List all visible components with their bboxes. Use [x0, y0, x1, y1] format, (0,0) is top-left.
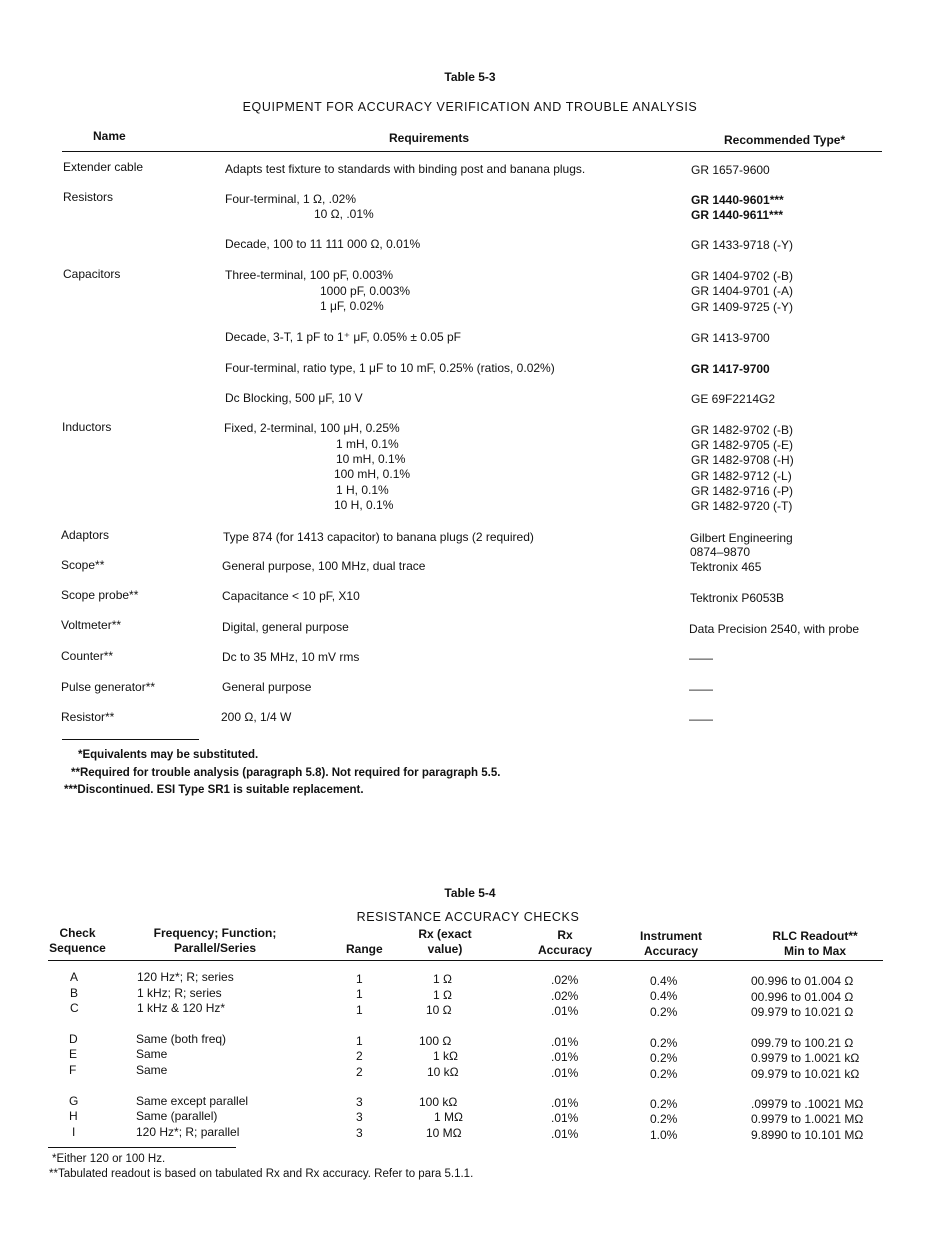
row-type: GE 69F2214G2	[691, 392, 776, 406]
row-type: Data Precision 2540, with probe	[689, 622, 860, 636]
cell-seq: D	[69, 1032, 78, 1046]
row-type: GR 1482-9720 (-T)	[691, 499, 793, 513]
cell-seq: E	[69, 1047, 78, 1061]
row-type: ——	[689, 712, 713, 726]
row-type: GR 1482-9708 (-H)	[691, 453, 794, 467]
header-rx-accuracy	[525, 928, 605, 959]
cell-rx: 1 Ω	[433, 972, 452, 986]
row-requirement: Three-terminal, 100 pF, 0.003%	[225, 268, 394, 282]
cell-seq: G	[69, 1094, 79, 1108]
row-type: GR 1440-9601***	[691, 193, 784, 207]
cell-instrument-accuracy: 0.2%	[650, 1067, 678, 1081]
cell-rx: 1 MΩ	[434, 1110, 463, 1124]
cell-instrument-accuracy: 0.2%	[650, 1005, 678, 1019]
header-name: Name	[93, 129, 126, 143]
cell-instrument-accuracy: 0.2%	[650, 1036, 678, 1050]
row-name: Counter**	[61, 649, 114, 663]
cell-range: 1	[356, 972, 363, 986]
row-type: Tektronix P6053B	[690, 591, 785, 605]
header-range: Range	[346, 942, 383, 956]
row-type: GR 1482-9712 (-L)	[691, 469, 792, 483]
row-name: Resistors	[63, 190, 114, 204]
header-line: RLC Readout**	[772, 929, 858, 943]
row-name: Resistor**	[61, 710, 115, 724]
cell-range: 1	[356, 1034, 363, 1048]
row-requirement: Capacitance < 10 pF, X10	[222, 589, 360, 603]
cell-rx-accuracy: .01%	[551, 1066, 579, 1080]
header-requirements: Requirements	[389, 131, 470, 145]
header-instrument-accuracy	[626, 929, 716, 960]
cell-freq: 1 kHz & 120 Hz*	[137, 1001, 226, 1015]
cell-instrument-accuracy: 0.2%	[650, 1112, 678, 1126]
cell-seq: C	[70, 1001, 79, 1015]
cell-seq: F	[69, 1063, 77, 1077]
row-type: GR 1433-9718 (-Y)	[691, 238, 794, 252]
row-type: GR 1409-9725 (-Y)	[691, 300, 794, 314]
cell-instrument-accuracy: 0.4%	[650, 989, 678, 1003]
row-name: Scope probe**	[61, 588, 139, 602]
cell-seq: H	[69, 1109, 78, 1123]
row-name: Inductors	[62, 420, 112, 434]
table-number: Table 5-4	[444, 886, 496, 900]
row-type: GR 1482-9716 (-P)	[691, 484, 794, 498]
cell-freq: Same (parallel)	[136, 1109, 218, 1123]
row-type: GR 1413-9700	[691, 331, 770, 345]
cell-readout: 9.8990 to 10.101 MΩ	[751, 1128, 864, 1142]
row-requirement: General purpose	[222, 680, 312, 694]
row-type: GR 1482-9705 (-E)	[691, 438, 794, 452]
cell-readout: 099.79 to 100.21 Ω	[751, 1036, 854, 1050]
cell-seq: I	[72, 1125, 76, 1139]
row-requirement: 1000 pF, 0.003%	[320, 284, 411, 298]
cell-seq: A	[70, 970, 79, 984]
row-type: Tektronix 465	[690, 560, 762, 574]
cell-readout: 00.996 to 01.004 Ω	[751, 990, 854, 1004]
row-requirement: Fixed, 2-terminal, 100 μH, 0.25%	[224, 421, 400, 435]
table-title: RESISTANCE ACCURACY CHECKS	[356, 910, 580, 924]
cell-rx: 100 Ω	[419, 1034, 452, 1048]
cell-rx-accuracy: .01%	[551, 1096, 579, 1110]
footnote: *Either 120 or 100 Hz.	[52, 1153, 166, 1165]
row-requirement: 1 H, 0.1%	[336, 483, 389, 497]
row-type: GR 1482-9702 (-B)	[691, 423, 794, 437]
cell-rx: 10 Ω	[426, 1003, 452, 1017]
cell-instrument-accuracy: 1.0%	[650, 1128, 678, 1142]
cell-freq: 120 Hz*; R; series	[137, 970, 234, 984]
row-requirement: Decade, 100 to 11 111 000 Ω, 0.01%	[225, 237, 421, 251]
cell-freq: Same except parallel	[136, 1094, 249, 1108]
footnote-rule	[48, 1147, 236, 1148]
cell-freq: Same	[136, 1063, 168, 1077]
row-requirement: Four-terminal, 1 Ω, .02%	[225, 192, 357, 206]
cell-freq: Same (both freq)	[136, 1032, 227, 1046]
header-rule	[62, 151, 882, 152]
cell-range: 2	[356, 1049, 363, 1063]
row-requirement: Decade, 3-T, 1 pF to 1⁺ μF, 0.05% ± 0.05 pF	[225, 330, 461, 344]
header-line: Accuracy	[537, 943, 593, 958]
row-type: GR 1404-9701 (-A)	[691, 284, 794, 298]
footnote: **Tabulated readout is based on tabulated Rx and Rx accuracy. Refer to para 5.1.1.	[49, 1168, 474, 1180]
row-type: GR 1440-9611***	[691, 208, 784, 222]
row-requirement: General purpose, 100 MHz, dual trace	[222, 559, 426, 573]
cell-freq: 1 kHz; R; series	[137, 986, 222, 1000]
table-number: Table 5-3	[444, 70, 496, 84]
row-type: GR 1404-9702 (-B)	[691, 269, 794, 283]
row-name: Pulse generator**	[61, 680, 156, 694]
row-requirement: 10 Ω, .01%	[314, 207, 374, 221]
header-frequency	[140, 926, 290, 957]
cell-rx-accuracy: .02%	[551, 989, 579, 1003]
row-requirement: Digital, general purpose	[222, 620, 349, 634]
footnote-rule	[62, 739, 199, 740]
row-requirement: Dc to 35 MHz, 10 mV rms	[222, 650, 360, 664]
cell-instrument-accuracy: 0.2%	[650, 1097, 678, 1111]
cell-rx-accuracy: .01%	[551, 1035, 579, 1049]
cell-readout: 0.9979 to 1.0021 kΩ	[751, 1051, 860, 1065]
cell-range: 1	[356, 1003, 363, 1017]
header-line: Instrument	[639, 929, 702, 943]
footnote: **Required for trouble analysis (paragraph 5.8). Not required for paragraph 5.5.	[71, 767, 501, 779]
row-requirement: Four-terminal, ratio type, 1 μF to 10 mF, 0.25% (ratios, 0.02%)	[225, 361, 555, 375]
row-name: Capacitors	[63, 267, 121, 281]
cell-rx: 10 MΩ	[426, 1126, 462, 1140]
cell-readout: 09.979 to 10.021 kΩ	[751, 1067, 860, 1081]
cell-rx-accuracy: .02%	[551, 973, 579, 987]
cell-readout: .09979 to .10021 MΩ	[751, 1097, 864, 1111]
cell-seq: B	[70, 986, 79, 1000]
header-rule	[48, 960, 883, 961]
row-name: Voltmeter**	[61, 618, 122, 632]
row-requirement: 100 mH, 0.1%	[334, 467, 411, 481]
row-type: GR 1657-9600	[691, 163, 770, 177]
cell-range: 2	[356, 1065, 363, 1079]
cell-rx: 10 kΩ	[427, 1065, 459, 1079]
row-name: Scope**	[61, 558, 105, 572]
header-line: Sequence	[49, 941, 106, 956]
header-line: Check	[59, 926, 96, 940]
row-requirement: Type 874 (for 1413 capacitor) to banana plugs (2 required)	[223, 530, 534, 544]
table-title: EQUIPMENT FOR ACCURACY VERIFICATION AND TROUBLE ANALYSIS	[242, 100, 698, 114]
header-rlc-readout	[745, 929, 885, 960]
cell-readout: 09.979 to 10.021 Ω	[751, 1005, 854, 1019]
cell-instrument-accuracy: 0.4%	[650, 974, 678, 988]
header-recommended-type: Recommended Type*	[724, 133, 846, 147]
footnote: *Equivalents may be substituted.	[78, 749, 259, 761]
header-rx	[405, 927, 485, 958]
row-requirement: 1 μF, 0.02%	[320, 299, 384, 313]
cell-instrument-accuracy: 0.2%	[650, 1051, 678, 1065]
header-line: Min to Max	[784, 944, 846, 959]
cell-rx: 1 Ω	[433, 988, 452, 1002]
cell-range: 3	[356, 1110, 363, 1124]
cell-rx-accuracy: .01%	[551, 1004, 579, 1018]
cell-readout: 00.996 to 01.004 Ω	[751, 974, 854, 988]
cell-freq: Same	[136, 1047, 168, 1061]
row-type: ——	[689, 682, 713, 696]
header-line: Rx	[557, 928, 573, 942]
header-line: Rx (exact	[418, 927, 472, 941]
cell-rx: 100 kΩ	[419, 1095, 458, 1109]
row-requirement: 200 Ω, 1/4 W	[221, 710, 292, 724]
row-type: GR 1417-9700	[691, 362, 770, 376]
cell-readout: 0.9979 to 1.0021 MΩ	[751, 1112, 864, 1126]
cell-rx-accuracy: .01%	[551, 1050, 579, 1064]
header-check-sequence	[40, 926, 115, 957]
header-line: value)	[427, 942, 463, 957]
cell-freq: 120 Hz*; R; parallel	[136, 1125, 240, 1139]
cell-range: 1	[356, 987, 363, 1001]
header-line: Frequency; Function;	[153, 926, 277, 940]
row-name: Adaptors	[61, 528, 110, 542]
header-line: Accuracy	[643, 944, 699, 959]
row-requirement: Adapts test fixture to standards with binding post and banana plugs.	[225, 162, 586, 176]
row-requirement: 1 mH, 0.1%	[336, 437, 399, 451]
cell-range: 3	[356, 1126, 363, 1140]
cell-range: 3	[356, 1095, 363, 1109]
row-requirement: 10 H, 0.1%	[334, 498, 394, 512]
cell-rx-accuracy: .01%	[551, 1127, 579, 1141]
header-line: Parallel/Series	[173, 941, 257, 956]
row-type: 0874–9870	[690, 545, 751, 559]
row-requirement: 10 mH, 0.1%	[336, 452, 406, 466]
cell-rx: 1 kΩ	[433, 1049, 458, 1063]
row-requirement: Dc Blocking, 500 μF, 10 V	[225, 391, 363, 405]
row-type: Gilbert Engineering	[690, 531, 793, 545]
footnote: ***Discontinued. ESI Type SR1 is suitable replacement.	[64, 784, 364, 796]
row-type: ——	[689, 651, 713, 665]
cell-rx-accuracy: .01%	[551, 1111, 579, 1125]
row-name: Extender cable	[63, 160, 144, 174]
